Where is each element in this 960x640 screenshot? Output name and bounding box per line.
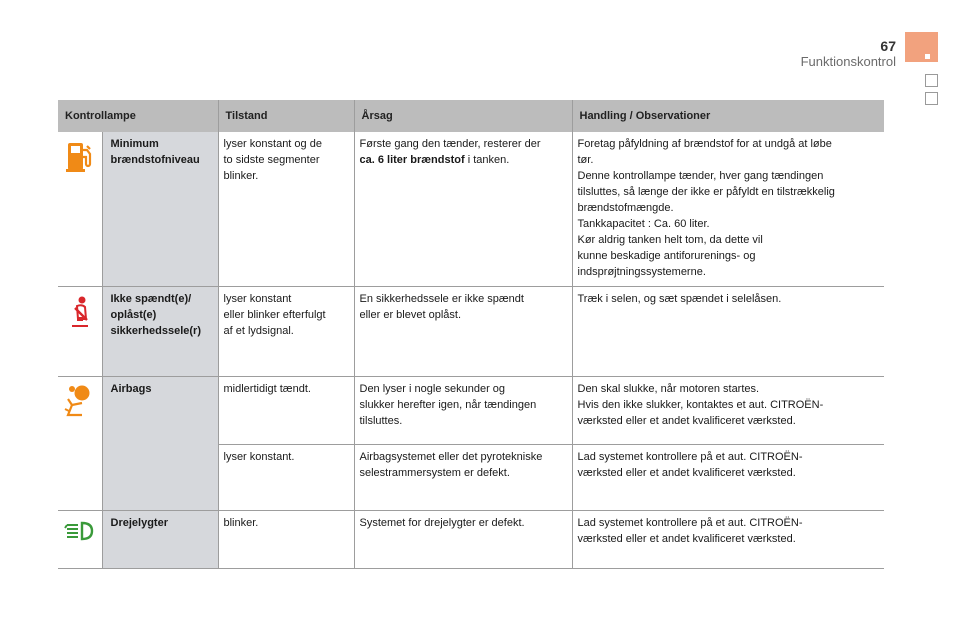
action-text: Foretag påfyldning af brændstof for at undgå at løbe — [577, 138, 832, 150]
tab-marker-icon — [925, 54, 930, 59]
table-row — [58, 132, 884, 287]
state-text: eller blinker efterfulgt — [223, 309, 326, 321]
action-text: værksted eller et andet kvalificeret værksted. — [577, 533, 796, 545]
column-header: Årsag — [354, 100, 572, 132]
state-text: blinker. — [223, 517, 259, 529]
state-text: lyser konstant. — [223, 451, 295, 463]
cause-text: Første gang den tænder, resterer der — [359, 138, 541, 150]
action-text: tilsluttes, så længe der ikke er påfyldt en tilstrækkelig — [577, 186, 835, 198]
lamp-name: Ikke spændt(e)/ — [110, 293, 192, 305]
cause-text: tilsluttes. — [359, 415, 403, 427]
lamp-name: Airbags — [110, 383, 152, 395]
action-text: Lad systemet kontrollere på et aut. CITROËN- — [577, 517, 803, 529]
cause-highlight: ca. 6 liter brændstof — [359, 154, 465, 166]
cause-text: i tanken. — [464, 154, 510, 166]
state-text: af et lydsignal. — [223, 325, 294, 337]
action-text: kunne beskadige antiforurenings- og — [577, 250, 756, 262]
page-number: 67 — [880, 38, 896, 54]
cause-text: Systemet for drejelygter er defekt. — [359, 517, 525, 529]
warning-lights-table — [58, 100, 884, 569]
cause-text: eller er blevet oplåst. — [359, 309, 461, 321]
cause-text: Airbagsystemet eller det pyrotekniske — [359, 451, 543, 463]
cause-text: slukker herefter igen, når tændingen — [359, 399, 537, 411]
state-text: lyser konstant og de — [223, 138, 322, 150]
fuel-pump-icon — [65, 140, 95, 179]
table-row — [58, 511, 884, 569]
cause-text: selestrammersystem er defekt. — [359, 467, 510, 479]
column-header: Kontrollampe — [58, 100, 218, 132]
action-text: værksted eller et andet kvalificeret værksted. — [577, 415, 796, 427]
action-text: Lad systemet kontrollere på et aut. CITROËN- — [577, 451, 803, 463]
action-text: Kør aldrig tanken helt tom, da dette vil — [577, 234, 763, 246]
seatbelt-icon — [66, 295, 94, 336]
action-text: indsprøjtningssystemerne. — [577, 266, 706, 278]
lamp-name: oplåst(e) — [110, 309, 157, 321]
action-text: brændstofmængde. — [577, 202, 674, 214]
lamp-name: Minimum — [110, 138, 159, 150]
section-tab-empty[interactable] — [925, 74, 938, 87]
airbag-icon — [62, 385, 98, 424]
cause-text: Den lyser i nogle sekunder og — [359, 383, 506, 395]
lamp-name: Drejelygter — [110, 517, 168, 529]
column-header: Handling / Observationer — [572, 100, 884, 132]
cause-text: En sikkerhedssele er ikke spændt — [359, 293, 524, 305]
table-header-row — [58, 100, 884, 132]
cornering-light-icon — [64, 519, 96, 548]
action-text: tør. — [577, 154, 594, 166]
state-text: blinker. — [223, 170, 259, 182]
table-row — [58, 287, 884, 377]
section-tab[interactable] — [905, 32, 938, 62]
table-row — [58, 377, 884, 445]
state-text: midlertidigt tændt. — [223, 383, 311, 395]
lamp-name: sikkerhedssele(r) — [110, 325, 201, 337]
state-text: to sidste segmenter — [223, 154, 320, 166]
action-text: værksted eller et andet kvalificeret værksted. — [577, 467, 796, 479]
section-tab-empty[interactable] — [925, 92, 938, 105]
column-header: Tilstand — [218, 100, 354, 132]
action-text: Den skal slukke, når motoren startes. — [577, 383, 760, 395]
action-text: Hvis den ikke slukker, kontaktes et aut. CITROËN- — [577, 399, 824, 411]
action-text: Denne kontrollampe tænder, hver gang tændingen — [577, 170, 824, 182]
action-text: Træk i selen, og sæt spændet i selelåsen. — [577, 293, 782, 305]
action-text: Tankkapacitet : Ca. 60 liter. — [577, 218, 710, 230]
state-text: lyser konstant — [223, 293, 292, 305]
section-title: Funktionskontrol — [800, 54, 896, 69]
lamp-name: brændstofniveau — [110, 154, 200, 166]
